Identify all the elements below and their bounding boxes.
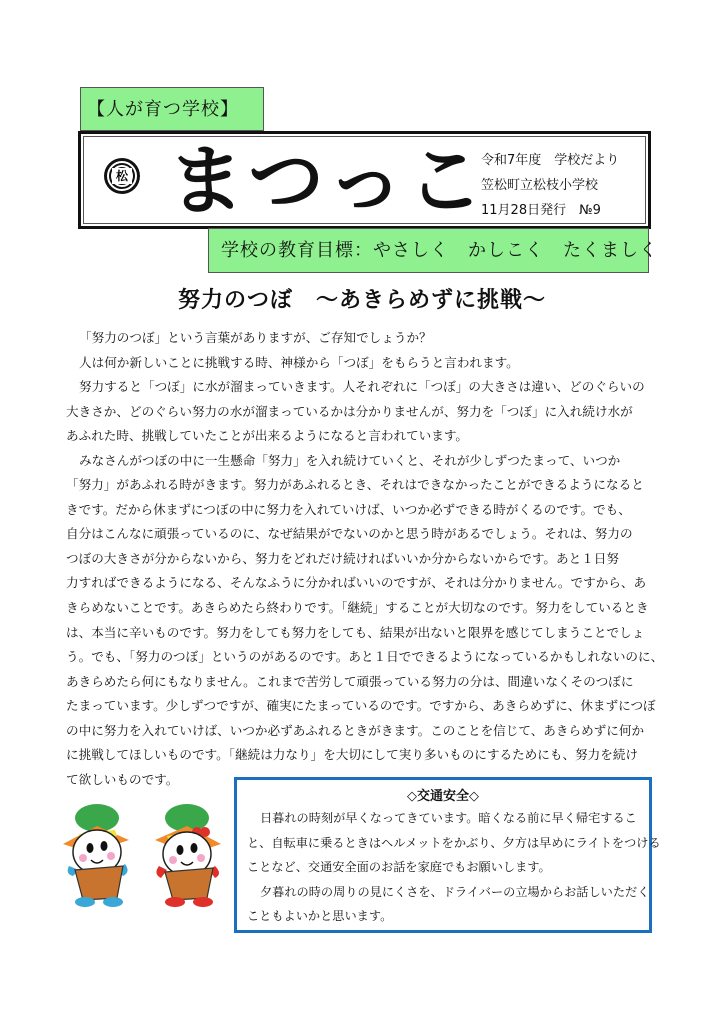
- body-line: 力すればできるようになる、そんなふうに分かればいいのですが、それは分かりません。ですから、あ: [66, 575, 647, 591]
- body-line: う。でも、「努力のつぼ」というのがあるのです。あと１日でできるようになっているかもしれないのに、: [66, 649, 664, 665]
- body-line: きらめないことです。あきらめたら終わりです。「継続」することが大切なのです。努力をしているとき: [66, 600, 649, 616]
- mascot-characters-icon: [55, 800, 235, 910]
- body-line: は、本当に辛いものです。努力をしても努力をしても、結果が出ないと限界を感じてしまうことでしょ: [66, 624, 645, 640]
- body-line: たまっています。少しずつですが、確実にたまっているのです。ですから、あきらめずに、休まずにつぼ: [66, 698, 656, 714]
- traffic-line: 日暮れの時刻が早くなってきています。暗くなる前に早く帰宅するこ: [260, 811, 637, 825]
- body-line: 大きさか、どのぐらい努力の水が溜まっているかは分かりませんが、努力を「つぼ」に入れ続け水が: [66, 403, 633, 419]
- body-line: 自分はこんなに頑張っているのに、なぜ結果がでないのかと思う時があるでしょう。それは、努力の: [66, 526, 633, 542]
- body-line: 「努力」があふれる時がきます。努力があふれるとき、それはできなかったことができるようになると: [66, 477, 644, 493]
- traffic-line: こともよいかと思います。: [247, 909, 393, 924]
- article-heading: 努力のつぼ ～あきらめずに挑戦～: [177, 288, 546, 313]
- body-line: あきらめたら何にもなりません。これまで苦労して頑張っている努力の分は、間違いなくそのつぼに: [66, 673, 634, 689]
- body-line: あふれた時、挑戦していたことが出来るようになると言われています。: [66, 428, 468, 444]
- traffic-safety-body: [237, 806, 661, 929]
- body-line: みなさんがつぼの中に一生懸命「努力」を入れ続けていくと、それが少しずつたまって、いつか: [79, 452, 621, 468]
- info-year-label: 令和7年度 学校だより: [481, 153, 620, 168]
- traffic-line: 夕暮れの時の周りの見にくさを、ドライバーの立場からお話しいただく: [260, 884, 650, 899]
- emblem-character: 松: [112, 168, 132, 184]
- body-line: 「努力のつぼ」という言葉がありますが、ご存知でしょうか？: [79, 330, 432, 345]
- traffic-line: ことなど、交通安全面のお話を家庭でもお願いします。: [247, 860, 551, 875]
- body-line: に挑戦してほしいものです。「継続は力なり」を大切にして実り多いものにするためにも、努力を続け: [66, 747, 639, 763]
- body-line: て欲しいものです。: [66, 771, 179, 787]
- info-school-name: 笠松町立松枝小学校: [481, 178, 599, 193]
- body-line: きです。だから休まずにつぼの中に努力を入れていけば、いつか必ずできる時がくるのです。でも、: [66, 501, 631, 517]
- education-goal-banner: 学校の教育目標：やさしく かしこく たくましく: [208, 228, 649, 273]
- info-issue-date: 11月28日発行 №9: [481, 203, 601, 218]
- school-emblem-icon: [104, 158, 140, 194]
- body-line: 努力すると「つぼ」に水が溜まっていきます。人それぞれに「つぼ」の大きさは違い、どのぐらいの: [79, 379, 645, 395]
- school-motto-tag: 【人が育つ学校】: [80, 87, 264, 131]
- traffic-safety-box: [234, 777, 661, 933]
- newsletter-title: まつっこ: [168, 136, 488, 225]
- article-body: [66, 326, 666, 792]
- traffic-line: と、自転車に乗るときはヘルメットをかぶり、夕方は早めにライトをつける: [247, 835, 661, 850]
- traffic-safety-title: ◇交通安全◇: [407, 789, 479, 804]
- body-line: 人は何か新しいことに挑戦する時、神様から「つぼ」をもらうと言われます。: [79, 354, 519, 370]
- body-line: の中に努力を入れていけば、いつか必ずあふれるときがきます。このことを信じて、あきらめずに何か: [66, 722, 645, 738]
- body-line: つぼの大きさが分からないから、努力をどれだけ続ければいいか分からないからです。あと１日努: [66, 550, 619, 566]
